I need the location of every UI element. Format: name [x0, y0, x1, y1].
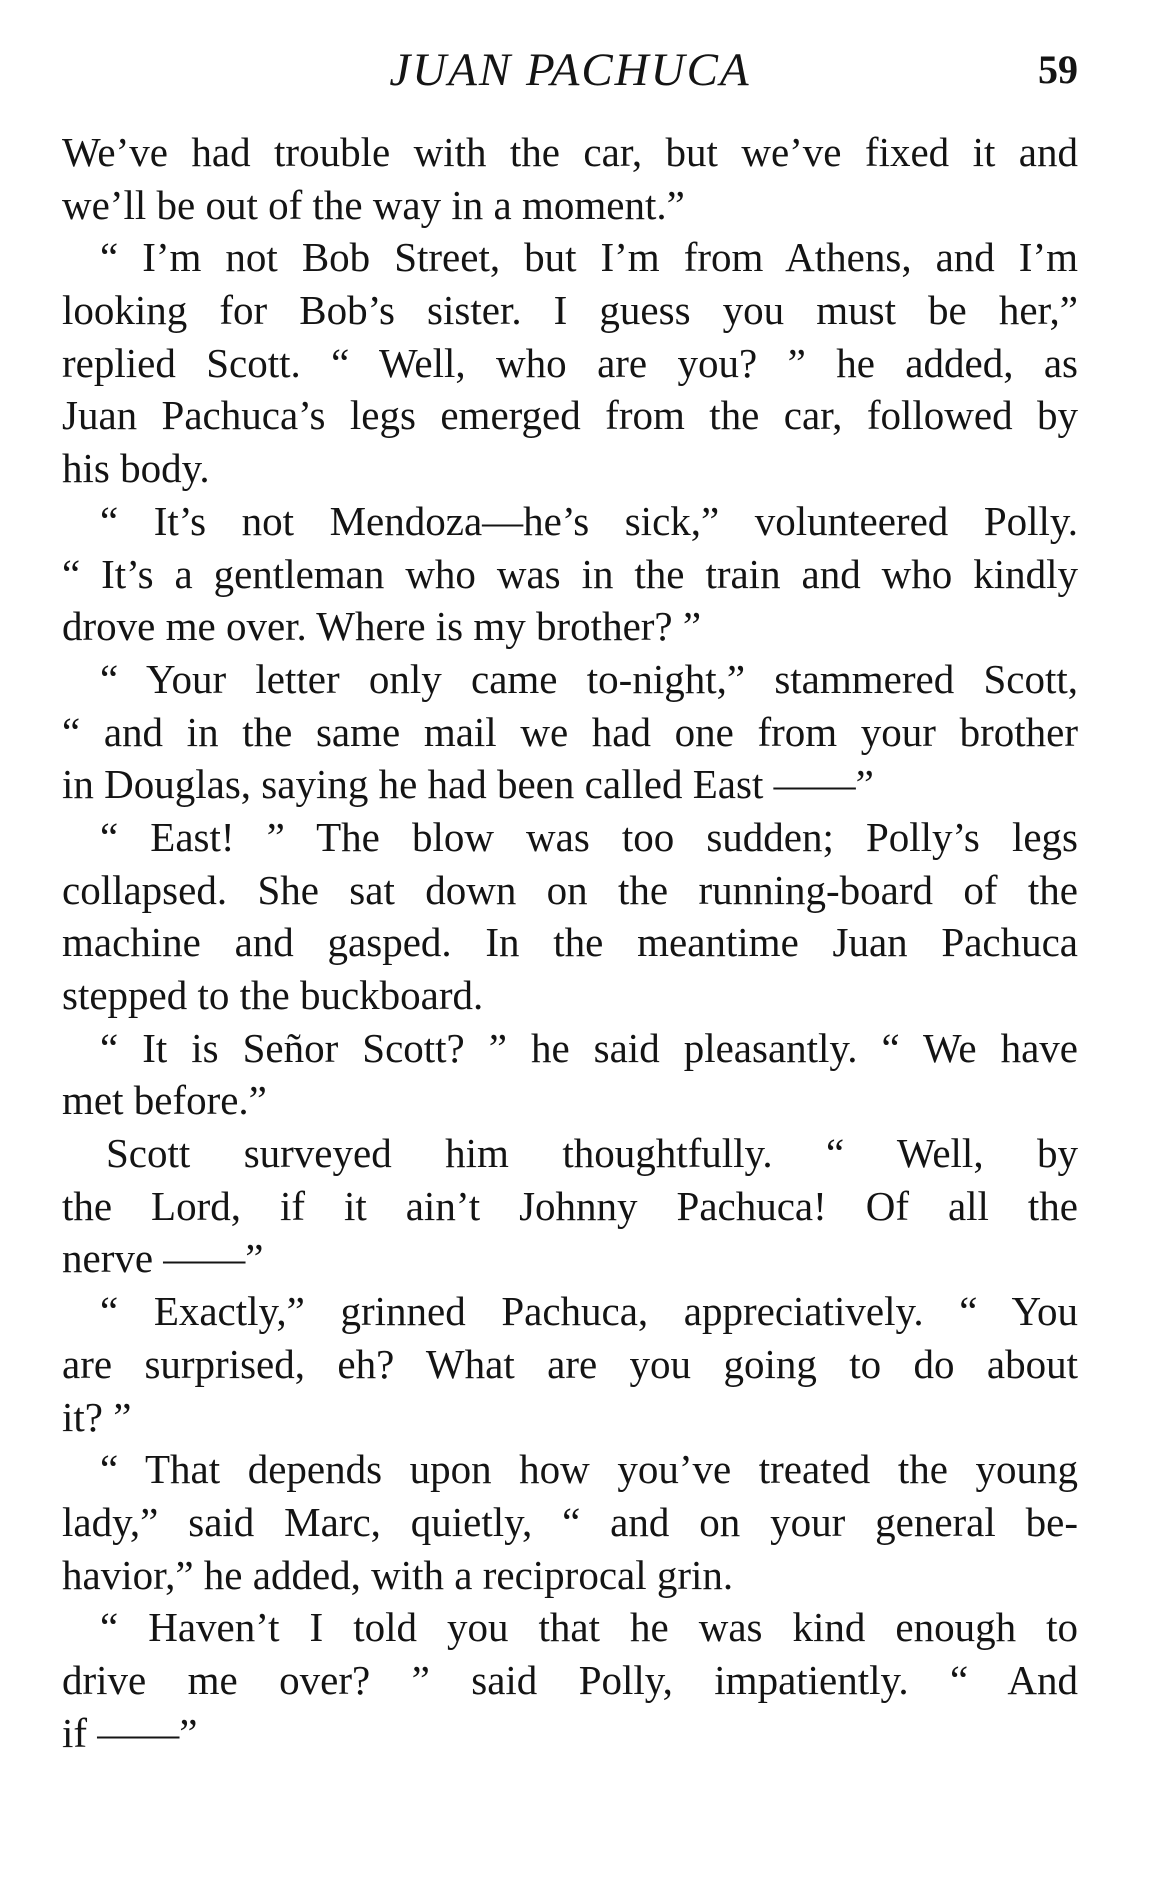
text-line: nerve ——” [62, 1235, 264, 1282]
text-line: drive me over? ” said Polly, impatiently. “ And [62, 1656, 1078, 1703]
text-line: collapsed. She sat down on the running-board of the [62, 866, 1078, 913]
text-line: “ It is Señor Scott? ” he said pleasantly. “ We have [100, 1024, 1078, 1071]
text-line: “ It’s not Mendoza—he’s sick,” volunteered Polly. [100, 497, 1078, 544]
text-line: lady,” said Marc, quietly, “ and on your general be- [62, 1498, 1078, 1545]
text-line: machine and gasped. In the meantime Juan Pachuca [62, 919, 1078, 966]
text-line: the Lord, if it ain’t Johnny Pachuca! Of all the [62, 1182, 1078, 1229]
text-line: it? ” [62, 1393, 132, 1440]
text-line: Scott surveyed him thoughtfully. “ Well, by [106, 1130, 1078, 1177]
text-line: his body. [62, 445, 210, 492]
text-line: “ Haven’t I told you that he was kind enough to [100, 1604, 1078, 1651]
text-line: “ It’s a gentleman who was in the train and who kindly [62, 550, 1078, 597]
text-line: looking for Bob’s sister. I guess you must be her,” [62, 287, 1078, 334]
text-line: are surprised, eh? What are you going to do about [62, 1340, 1078, 1387]
text-line: stepped to the buckboard. [62, 972, 484, 1018]
text-line: replied Scott. “ Well, who are you? ” he added, as [62, 339, 1078, 386]
running-title: JUAN PACHUCA [389, 44, 751, 96]
text-line: We’ve had trouble with the car, but we’ve fixed it and [62, 129, 1078, 175]
text-line: we’ll be out of the way in a moment.” [62, 181, 685, 228]
text-line: “ and in the same mail we had one from your brother [62, 708, 1078, 755]
running-head [62, 40, 1078, 100]
text-line: drove me over. Where is my brother? ” [62, 603, 702, 650]
text-line: “ Exactly,” grinned Pachuca, appreciatively. “ You [100, 1288, 1078, 1335]
text-line: “ That depends upon how you’ve treated the young [100, 1446, 1078, 1493]
text-body [62, 126, 1078, 1759]
page-number: 59 [1038, 47, 1078, 92]
text-line: “ Your letter only came to-night,” stammered Scott, [100, 655, 1078, 702]
text-line: Juan Pachuca’s legs emerged from the car, followed by [62, 392, 1078, 439]
text-line: “ I’m not Bob Street, but I’m from Athens, and I’m [100, 234, 1078, 281]
text-line: in Douglas, saying he had been called East ——” [62, 761, 874, 808]
text-line: “ East! ” The blow was too sudden; Polly’s legs [100, 813, 1078, 860]
text-line: if ——” [62, 1709, 198, 1756]
text-line: havior,” he added, with a reciprocal grin. [62, 1551, 734, 1598]
text-line: met before.” [62, 1077, 267, 1124]
